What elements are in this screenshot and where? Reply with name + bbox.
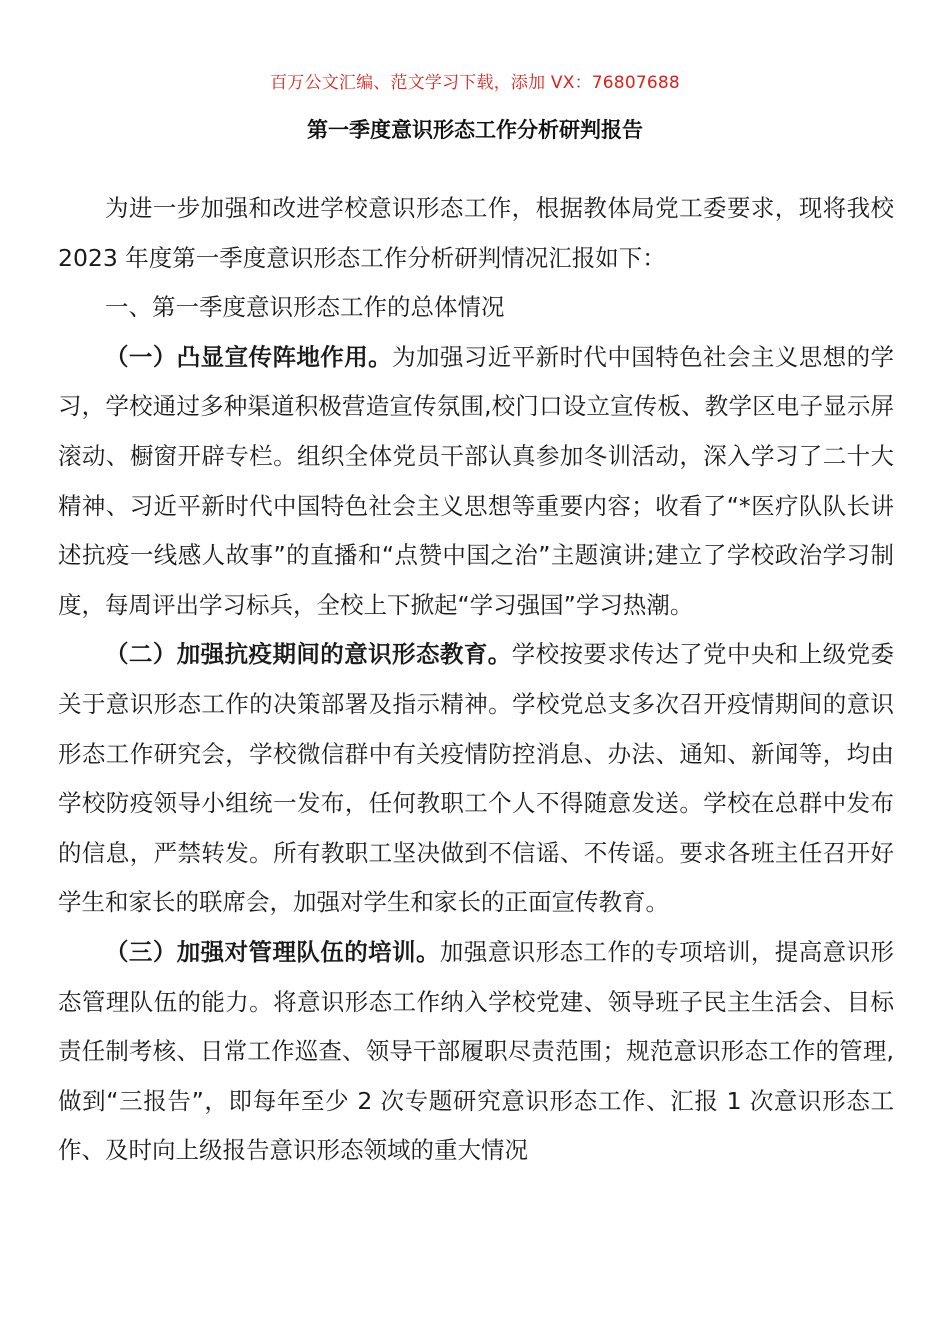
header-watermark-note: 百万公文汇编、范文学习下载，添加 VX：76807688 [270,73,680,93]
document-body [58,184,894,1176]
item-paragraph-1 [58,333,894,631]
item-lead-3: （三）加强对管理队伍的培训。 [105,937,440,966]
item-text-3: 加强意识形态工作的专项培训，提高意识形态管理队伍的能力。将意识形态工作纳入学校党建、领导班子民主生活会、目标责任制考核、日常工作巡查、领导干部履职尽责范围；规范意识形态工作的管理,做到“三报告”，即每年至少 2 次专题研究意识形态工作、汇报 1 次意识形态工作、及时向上级报告意识形态领域的重大情况 [58,937,894,1165]
intro-paragraph: 为进一步加强和改进学校意识形态工作，根据教体局党工委要求，现将我校 2023 年度第一季度意识形态工作分析研判情况汇报如下： [58,194,894,272]
item-lead-1: （一）凸显宣传阵地作用。 [105,342,393,371]
item-lead-2: （二）加强抗疫期间的意识形态教育。 [105,640,512,669]
item-text-1: 为加强习近平新时代中国特色社会主义思想的学习，学校通过多种渠道积极营造宣传氛围,校门口设立宣传板、教学区电子显示屏滚动、橱窗开辟专栏。组织全体党员干部认真参加冬训活动，深入学习了二十大精神、习近平新时代中国特色社会主义思想等重要内容；收看了“*医疗队队长讲述抗疫一线感人故事”的直播和“点赞中国之治”主题演讲;建立了学校政治学习制度，每周评出学习标兵，全校上下掀起“学习强国”学习热潮。 [58,342,894,619]
document-title: 第一季度意识形态工作分析研判报告 [307,118,643,142]
section-heading-1: 一、第一季度意识形态工作的总体情况 [105,293,505,322]
item-paragraph-2 [58,630,894,928]
item-paragraph-3 [58,928,894,1176]
item-text-2: 学校按要求传达了党中央和上级党委关于意识形态工作的决策部署及指示精神。学校党总支多次召开疫情期间的意识形态工作研究会，学校微信群中有关疫情防控消息、办法、通知、新闻等，均由学校防疫领导小组统一发布，任何教职工个人不得随意发送。学校在总群中发布的信息，严禁转发。所有教职工坚决做到不信谣、不传谣。要求各班主任召开好学生和家长的联席会，加强对学生和家长的正面宣传教育。 [58,640,894,917]
